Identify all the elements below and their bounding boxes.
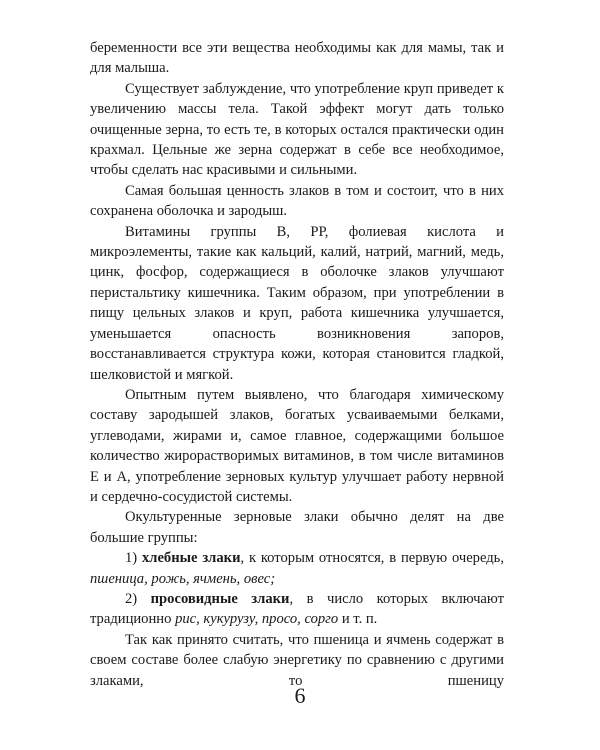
list-item-prefix: 2) <box>125 590 151 607</box>
list-item-millet-grains <box>90 589 504 630</box>
paragraph-value: Самая большая ценность злаков в том и состоит, что в них сохранена оболочка и зародыш. <box>90 182 504 220</box>
list-item-text: , к которым относятся, в первую очередь, <box>240 550 504 567</box>
paragraph-experiment: Опытным путем выявлено, что благодаря химическому составу зародышей злаков, богатых усваиваемыми белками, углеводами, жирами и, самое главное, содержащими большое количество жирорастворимых витаминов, в том числе витаминов Е и А, употребление зерновых культур улучшает работу нервной и сердечно-сосудистой системы. <box>90 386 504 505</box>
list-item-term: хлебные злаки <box>141 550 241 567</box>
list-item-suffix: и т. п. <box>338 611 378 628</box>
paragraph-misconception: Существует заблуждение, что употребление круп приведет к увеличению массы тела. Такой эффект могут дать только очищенные зерна, то есть те, в которых остался практически один крахмал. Цельные же зерна содержат в себе все необходимое, чтобы сделать нас красивыми и сильными. <box>90 80 504 179</box>
body-text <box>90 38 504 691</box>
paragraph-groups: Окультуренные зерновые злаки обычно делят на две большие группы: <box>90 509 504 546</box>
list-item-examples: рис, кукурузу, просо, сорго <box>175 611 339 628</box>
paragraph-vitamins: Витамины группы В, РР, фолиевая кислота и микроэлементы, такие как кальций, калий, натрий, магний, медь, цинк, фосфор, содержащиеся в оболочке злаков улучшают перистальтику кишечника. Таким образом, при употреблении в пищу цельных злаков и круп, работа кишечника улучшается, уменьшается опасность возникновения запоров, восстанавливается структура кожи, которая становится гладкой, шелковистой и мягкой. <box>90 223 504 383</box>
list-item-prefix: 1) <box>125 550 142 567</box>
list-item-examples: пшеница, рожь, ячмень, овес; <box>90 570 276 587</box>
page-number: 6 <box>294 683 306 708</box>
paragraph-continuation: беременности все эти вещества необходимы как для мамы, так и для малыша. <box>90 40 504 77</box>
paragraph-energy: Так как принято считать, что пшеница и ячмень содержат в своем составе более слабую энергетику по сравнению с другими злаками, то пшеницу <box>90 631 504 689</box>
list-item-text: , в число которых включают традиционно <box>90 590 504 628</box>
list-item-bread-grains <box>90 548 504 589</box>
list-item-term: просовидные злаки <box>150 590 290 607</box>
